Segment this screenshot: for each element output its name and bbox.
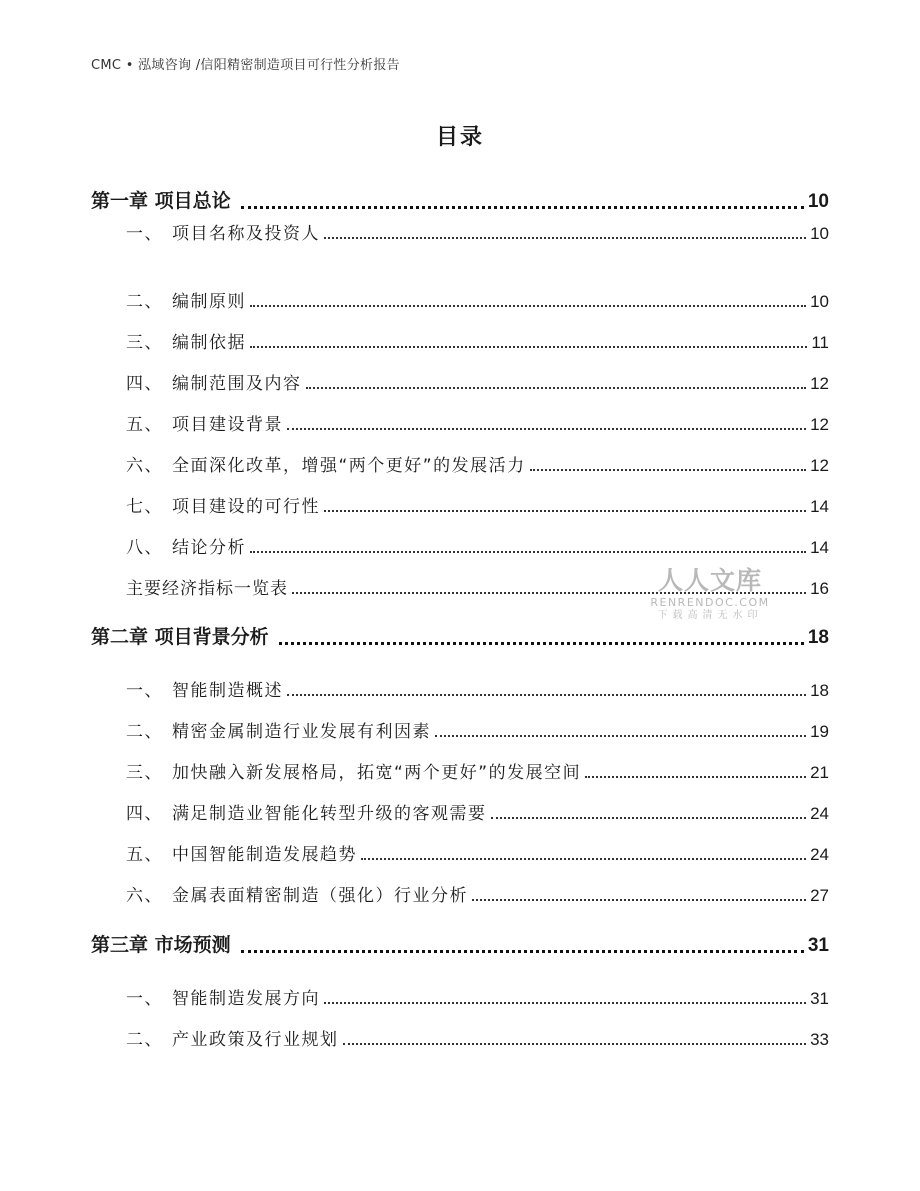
toc-entry[interactable] bbox=[126, 676, 829, 701]
dot-leader bbox=[472, 898, 806, 901]
toc-entry-label: 编制依据 bbox=[172, 333, 246, 353]
toc-page-number: 24 bbox=[810, 804, 829, 823]
toc-page-number: 14 bbox=[810, 538, 829, 557]
watermark-subtitle: 下载高清无水印 bbox=[657, 610, 763, 621]
toc-entry-number: 五、 bbox=[126, 845, 163, 865]
dot-leader bbox=[306, 386, 807, 389]
dot-leader bbox=[250, 550, 806, 553]
toc-page-number: 10 bbox=[807, 191, 829, 212]
toc-page-number: 12 bbox=[810, 415, 829, 434]
toc-entry-label: 智能制造概述 bbox=[172, 681, 283, 701]
dot-leader bbox=[292, 591, 806, 594]
toc-entry-number: 八、 bbox=[126, 538, 163, 558]
toc-page-number: 19 bbox=[810, 722, 829, 741]
toc-page-number: 10 bbox=[810, 224, 829, 243]
toc-chapter-3[interactable] bbox=[91, 930, 829, 957]
toc-page-number: 10 bbox=[810, 292, 829, 311]
dot-leader bbox=[361, 857, 806, 860]
dot-leader bbox=[241, 949, 804, 953]
toc-chapter-1[interactable] bbox=[91, 186, 829, 213]
toc-entry-number: 一、 bbox=[126, 224, 163, 244]
toc-chapter-2[interactable] bbox=[91, 622, 829, 649]
toc-page-number: 21 bbox=[810, 763, 829, 782]
toc-entry-number: 一、 bbox=[126, 681, 163, 701]
toc-entry[interactable] bbox=[126, 881, 829, 906]
dot-leader bbox=[324, 509, 806, 512]
dot-leader bbox=[279, 641, 804, 645]
toc-entry-number: 一、 bbox=[126, 989, 163, 1009]
toc-entry-label: 金属表面精密制造（强化）行业分析 bbox=[172, 886, 468, 906]
toc-entry-label: 第三章 市场预测 bbox=[91, 934, 231, 956]
dot-leader bbox=[287, 427, 806, 430]
dot-leader bbox=[324, 1001, 806, 1004]
toc-entry[interactable] bbox=[126, 984, 829, 1009]
toc-entry-label: 全面深化改革，增强“两个更好”的发展活力 bbox=[172, 456, 526, 476]
toc-entry-label: 产业政策及行业规划 bbox=[172, 1030, 339, 1050]
dot-leader bbox=[241, 205, 804, 209]
toc-entry-label: 主要经济指标一览表 bbox=[126, 579, 288, 599]
watermark-title: 人人文库 bbox=[657, 566, 762, 595]
toc-entry-label: 第一章 项目总论 bbox=[91, 190, 231, 212]
toc-entry[interactable] bbox=[126, 219, 829, 244]
toc-entry-label: 第二章 项目背景分析 bbox=[91, 626, 269, 648]
dot-leader bbox=[250, 345, 807, 348]
toc-entry-label: 项目名称及投资人 bbox=[172, 224, 320, 244]
toc-entry[interactable] bbox=[126, 840, 829, 865]
toc-page-number: 16 bbox=[810, 579, 829, 598]
toc-entry-number: 二、 bbox=[126, 292, 163, 312]
toc-entry[interactable] bbox=[126, 287, 829, 312]
dot-leader bbox=[343, 1042, 807, 1045]
toc-entry-number: 三、 bbox=[126, 333, 163, 353]
toc-page-number: 24 bbox=[810, 845, 829, 864]
toc-entry-number: 四、 bbox=[126, 804, 163, 824]
toc-page-number: 18 bbox=[810, 681, 829, 700]
toc-entry-label: 精密金属制造行业发展有利因素 bbox=[172, 722, 431, 742]
toc-entry-label: 结论分析 bbox=[172, 538, 246, 558]
dot-leader bbox=[287, 693, 806, 696]
toc-entry-label: 编制原则 bbox=[172, 292, 246, 312]
toc-entry[interactable] bbox=[126, 533, 829, 558]
toc-entry[interactable] bbox=[126, 410, 829, 435]
dot-leader bbox=[530, 468, 806, 471]
dot-leader bbox=[585, 775, 806, 778]
toc-entry[interactable] bbox=[126, 799, 829, 824]
dot-leader bbox=[324, 236, 806, 239]
toc-entry-label: 项目建设背景 bbox=[172, 415, 283, 435]
dot-leader bbox=[435, 734, 806, 737]
dot-leader bbox=[250, 304, 806, 307]
toc-entry-number: 五、 bbox=[126, 415, 163, 435]
toc-page-number: 31 bbox=[807, 935, 829, 956]
toc-entry[interactable] bbox=[126, 1025, 829, 1050]
running-header: CMC • 泓域咨询 /信阳精密制造项目可行性分析报告 bbox=[91, 58, 400, 73]
toc-page-number: 33 bbox=[810, 1030, 829, 1049]
toc-page-number: 31 bbox=[810, 989, 829, 1008]
toc-entry-label: 编制范围及内容 bbox=[172, 374, 302, 394]
toc-entry-label: 智能制造发展方向 bbox=[172, 989, 320, 1009]
toc-entry[interactable] bbox=[126, 369, 829, 394]
toc-page-number: 27 bbox=[810, 886, 829, 905]
toc-entry-number: 三、 bbox=[126, 763, 163, 783]
toc-entry-number: 二、 bbox=[126, 1030, 163, 1050]
toc-entry[interactable] bbox=[126, 328, 829, 353]
toc-entry[interactable] bbox=[126, 574, 829, 599]
toc-entry[interactable] bbox=[126, 758, 829, 783]
toc-entry-number: 七、 bbox=[126, 497, 163, 517]
toc-entry[interactable] bbox=[126, 492, 829, 517]
toc-entry-label: 满足制造业智能化转型升级的客观需要 bbox=[172, 804, 487, 824]
toc-entry-label: 加快融入新发展格局，拓宽“两个更好”的发展空间 bbox=[172, 763, 582, 783]
toc-entry-number: 六、 bbox=[126, 886, 163, 906]
toc-page-number: 12 bbox=[810, 456, 829, 475]
toc-page-number: 14 bbox=[810, 497, 829, 516]
toc-page-number: 18 bbox=[807, 627, 829, 648]
toc-page-number: 11 bbox=[811, 333, 829, 352]
toc-entry[interactable] bbox=[126, 451, 829, 476]
watermark-url: RENRENDOC.COM bbox=[650, 596, 770, 609]
toc-page-number: 12 bbox=[810, 374, 829, 393]
toc-entry-label: 项目建设的可行性 bbox=[172, 497, 320, 517]
toc-entry[interactable] bbox=[126, 717, 829, 742]
toc-entry-label: 中国智能制造发展趋势 bbox=[172, 845, 357, 865]
toc-entry-number: 四、 bbox=[126, 374, 163, 394]
dot-leader bbox=[491, 816, 807, 819]
toc-title: 目录 bbox=[435, 125, 484, 150]
toc-entry-number: 六、 bbox=[126, 456, 163, 476]
toc-entry-number: 二、 bbox=[126, 722, 163, 742]
